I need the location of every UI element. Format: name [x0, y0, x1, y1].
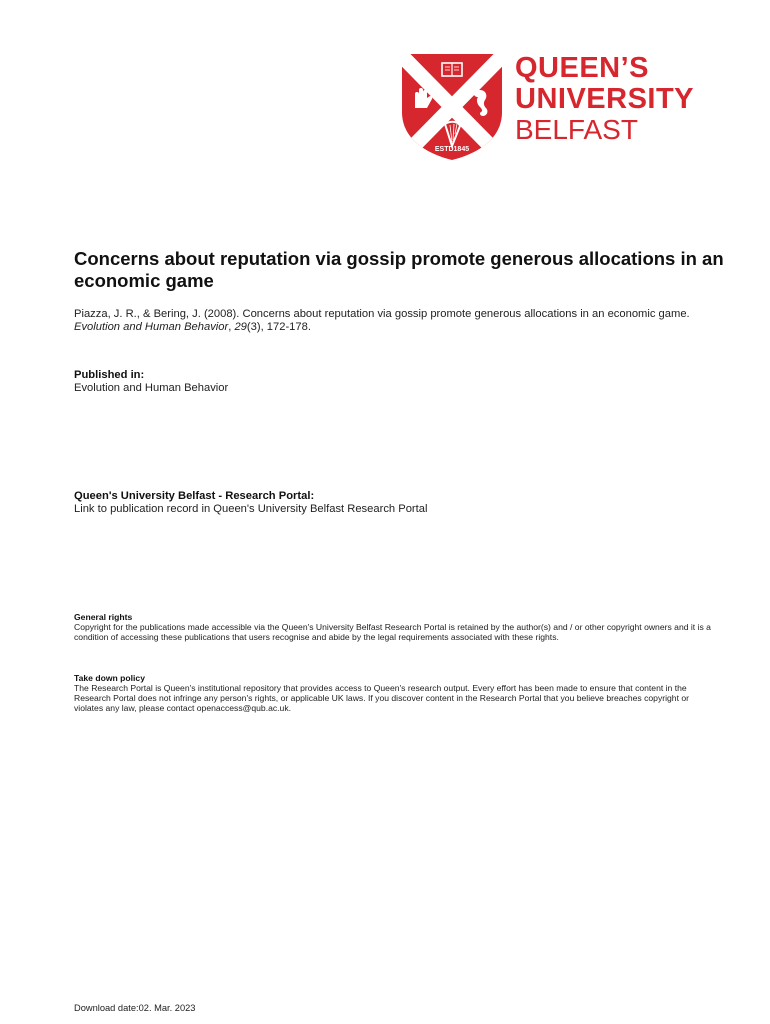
citation	[74, 308, 714, 334]
general-rights-label: General rights	[74, 612, 133, 622]
citation-issue-pages: (3), 172-178.	[246, 321, 311, 333]
wordmark-line-belfast: BELFAST	[515, 114, 638, 145]
download-date: Download date:02. Mar. 2023	[74, 1003, 196, 1013]
published-in-value: Evolution and Human Behavior	[74, 382, 229, 394]
general-rights-text: Copyright for the publications made accessible via the Queen's University Belfast Research Portal is retained by the author(s) and / or other copyright owners and it is a condition of accessing these publications that users recognise and abide by the legal requirements associated with these rights.	[74, 622, 711, 642]
document-title: Concerns about reputation via gossip promote generous allocations in an economic game	[74, 248, 724, 291]
citation-journal: Evolution and Human Behavior	[74, 321, 229, 333]
published-in-section	[74, 369, 228, 395]
citation-authors: Piazza, J. R., & Bering, J. (2008). Concerns about reputation via gossip promote generous allocations in an economic game.	[74, 308, 690, 320]
wordmark-line-queens: QUEEN’S	[515, 52, 650, 84]
university-crest-icon	[402, 54, 502, 160]
research-portal-section	[74, 490, 427, 516]
crest-estd-label: ESTD1845	[434, 146, 470, 153]
citation-volume: 29	[234, 321, 247, 333]
university-logo	[402, 54, 714, 160]
general-rights-section	[74, 612, 714, 642]
university-wordmark	[515, 54, 694, 147]
take-down-policy-text: The Research Portal is Queen's institutional repository that provides access to Queen's research output. Every effort has been made to ensure that content in the Research Portal does not infringe any person's rights, or applicable UK laws. If you discover content in the Research Portal that you believe breaches copyright or violates any law, please contact openaccess@qub.ac.uk.	[74, 683, 689, 713]
published-in-label: Published in:	[74, 369, 145, 381]
take-down-policy-section	[74, 673, 714, 713]
research-portal-label: Queen's University Belfast - Research Portal:	[74, 490, 315, 502]
citation-separator: ,	[228, 321, 235, 333]
take-down-policy-label: Take down policy	[74, 673, 145, 683]
publication-record-link[interactable]: Link to publication record in Queen's University Belfast Research Portal	[74, 503, 428, 515]
book-icon	[442, 63, 462, 76]
wordmark-line-university: UNIVERSITY	[515, 83, 695, 115]
